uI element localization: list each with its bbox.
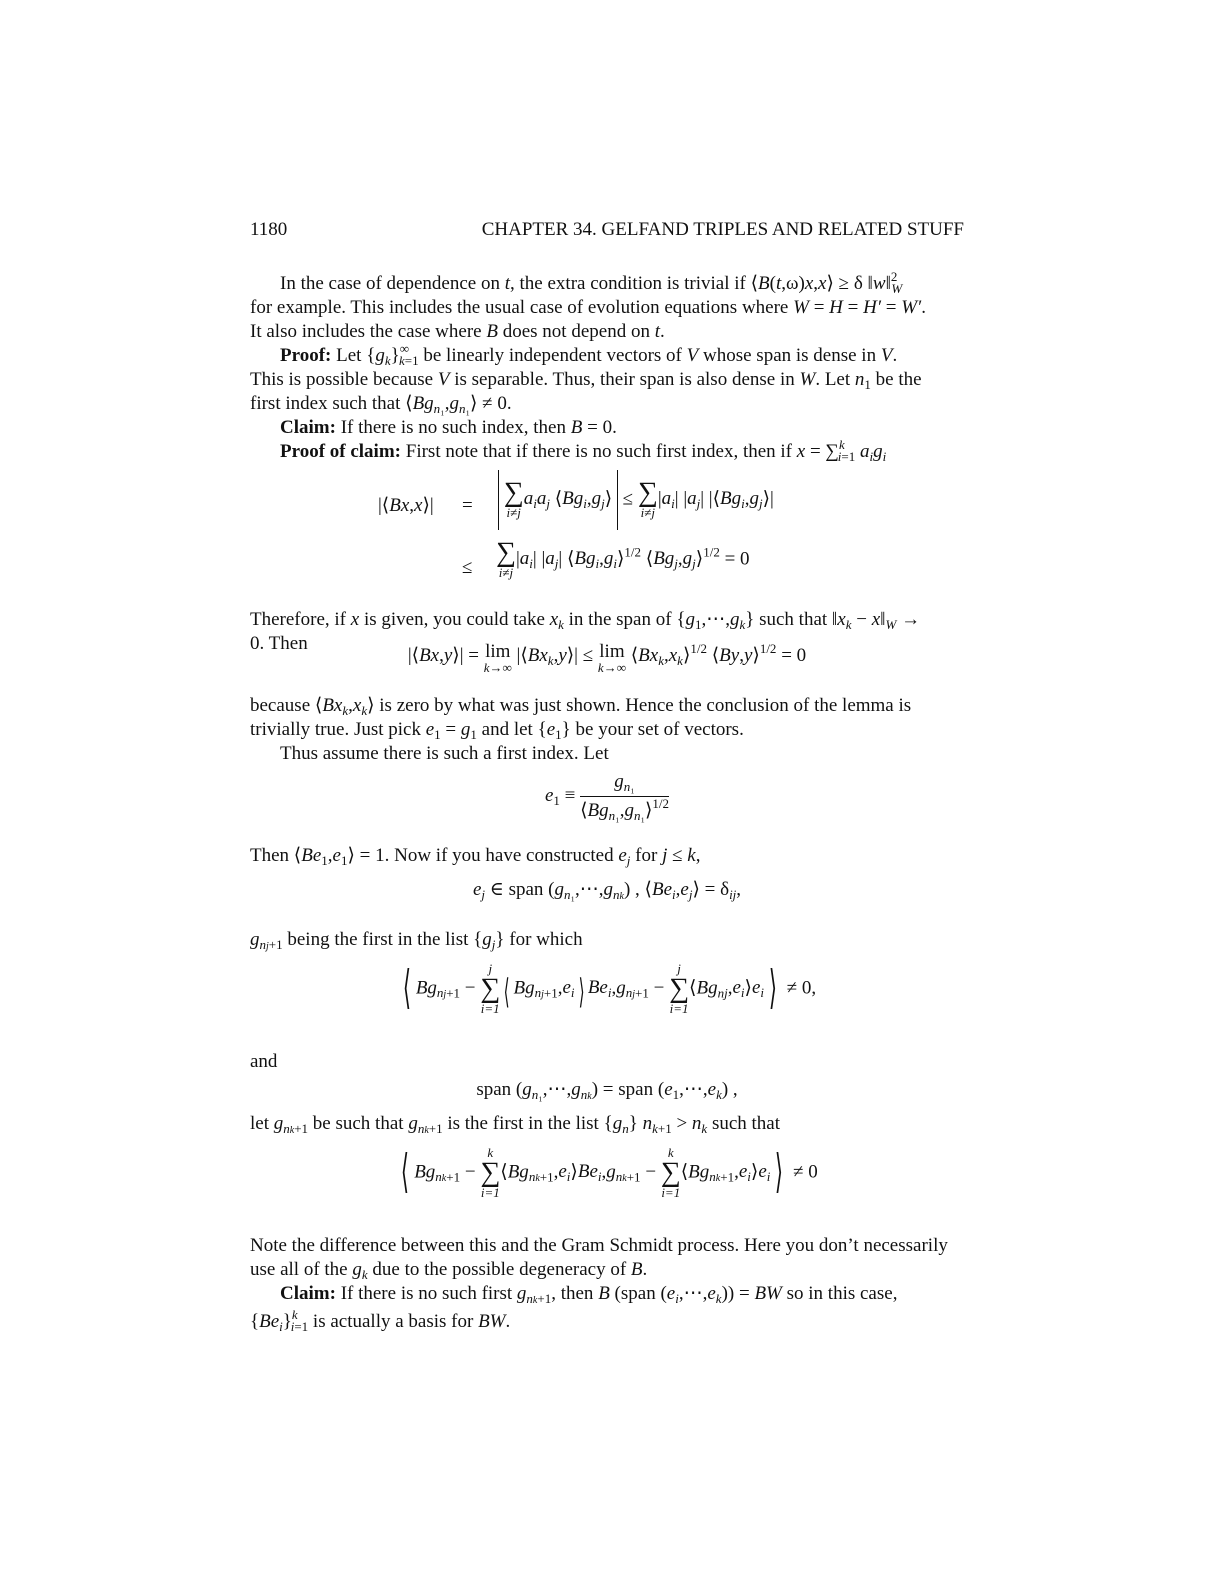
paragraph-dependence: In the case of dependence on t, the extra condition is trivial if ⟨B(t,ω)x,x⟩ ≥ δ ‖w‖$^2_W$ [280, 269, 903, 296]
running-header [250, 219, 964, 245]
claim2-paragraph: Claim: If there is no such first $g_{nk+1}$, then B (span $(e_i,\cdots,e_k)$) = BW so in this case, [280, 1283, 898, 1306]
proof-line-3: first index such that $⟨Bg_{n_1},g_{n_1}⟩ \ne 0$. [250, 393, 512, 416]
claim-label: Claim: [280, 417, 336, 438]
proof-of-claim-paragraph: Proof of claim: First note that if there is no such first index, then if x = ∑$^k_{i=1}$ $a_ig_i$ [280, 437, 887, 464]
then-construct-paragraph: Then $⟨Be_1,e_1⟩ = 1$. Now if you have constructed $e_j$ for j ≤ k, [250, 845, 701, 868]
note-paragraph: Note the difference between this and the Gram Schmidt process. Here you don’t necessarily [250, 1235, 948, 1256]
claim2-label: Claim: [280, 1283, 336, 1304]
equation-span: $e_j$ ∈ span $(g_{n_1},\cdots,g_{nk})$ , $⟨Be_i,e_j⟩ = \delta_{ij}$, [472, 879, 742, 902]
paragraph-dependence-end: It also includes the case where B does not depend on t. [250, 321, 665, 342]
equation-gram-k: ⟨ $Bg_{nk+1}$ − k ∑ i=1 $⟨Bg_{nk+1},e_i⟩Be_i,g_{nk+1}$ − k ∑ i=1 $⟨Bg_{nk+1},e_i⟩e_i$ ⟩ ≠ 0 [401, 1145, 818, 1200]
page-number: 1180 [250, 219, 288, 240]
equation-gram-j: ⟨ $Bg_{nj+1}$ − j ∑ i=1 ⟨ $Bg_{nj+1},e_i$ ⟩ $Be_i,g_{nj+1}$ − j ∑ i=1 $⟨Bg_{nj},e_i⟩e_i$ ⟩ ≠ 0, [402, 961, 817, 1016]
proof-paragraph: Proof: Let $\{g_k\}^\infty_{k=1}$ be linearly independent vectors of V whose span is dense in V. [280, 341, 898, 368]
because-paragraph: because $⟨Bx_k,x_k⟩$ is zero by what was just shown. Hence the conclusion of the lemma is [250, 695, 912, 718]
proof-label: Proof: [280, 345, 332, 366]
note-line-2: use all of the $g_k$ due to the possible degeneracy of B. [250, 1259, 648, 1282]
because-line-2: trivially true. Just pick $e_1 = g_1$ and let $\{e_1\}$ be your set of vectors. [250, 719, 744, 742]
therefore-paragraph: Therefore, if x is given, you could take $x_k$ in the span of $\{g_1,\cdots,g_k\}$ such that $‖x_k$ − $x‖_W$ → [250, 609, 921, 632]
being-first-line: $g_{nj+1}$ being the first in the list $\{g_j\}$ for which [250, 929, 583, 952]
claim-paragraph: Claim: If there is no such index, then B = 0. [280, 417, 617, 438]
equation-span-equal: span $(g_{n_1},\cdots,g_{nk})$ = span $(e_1,\cdots,e_k)$ , [476, 1079, 738, 1102]
then-line: 0. Then [250, 633, 308, 654]
proof-of-claim-label: Proof of claim: [280, 441, 401, 462]
let-line: let $g_{nk+1}$ be such that $g_{nk+1}$ is the first in the list $\{g_n\} n_{k+1} > n_k$ such that [250, 1113, 781, 1136]
equation-bound: |⟨Bx,x⟩| = ∑ i≠j $a_ia_j$ $⟨Bg_i,g_j⟩$ ≤ ∑ i≠j $|a_i|$ $|a_j|$ $|⟨Bg_i,g_j⟩|$ ≤ ∑ i≠j $|a_i|$ $|a_j|$ $⟨Bg_i,g_i⟩^{1/2}$ $⟨Bg_j,g_j⟩^{1/2} = 0$ [250, 470, 964, 600]
proof-line-2: This is possible because V is separable. Thus, their span is also dense in W. Let $n_1$ be the [250, 369, 922, 392]
paragraph-dependence-cont: for example. This includes the usual case of evolution equations where W = H = H′ = W′. [250, 297, 926, 318]
claim2-line-2: $\{Be_i\}^k_{i=1}$ is actually a basis for BW. [250, 1307, 511, 1334]
equation-limit: |⟨Bx,y⟩| = lim k→∞ $|⟨Bx_k,y⟩| \le \lim$ k→∞ $⟨Bx_k,x_k⟩^{1/2}$ ⟨By,y⟩$^{1/2}$ = 0 [407, 641, 807, 675]
thus-line: Thus assume there is such a first index. Let [280, 743, 609, 764]
page-body [250, 269, 964, 1334]
and-line: and [250, 1051, 278, 1072]
equation-e1: $e_1$ ≡ $\frac{g_{n_1}}{⟨Bg_{n_1},g_{n_1}⟩^{1/2}}$ [544, 771, 670, 823]
chapter-title: CHAPTER 34. GELFAND TRIPLES AND RELATED STUFF [481, 219, 964, 240]
